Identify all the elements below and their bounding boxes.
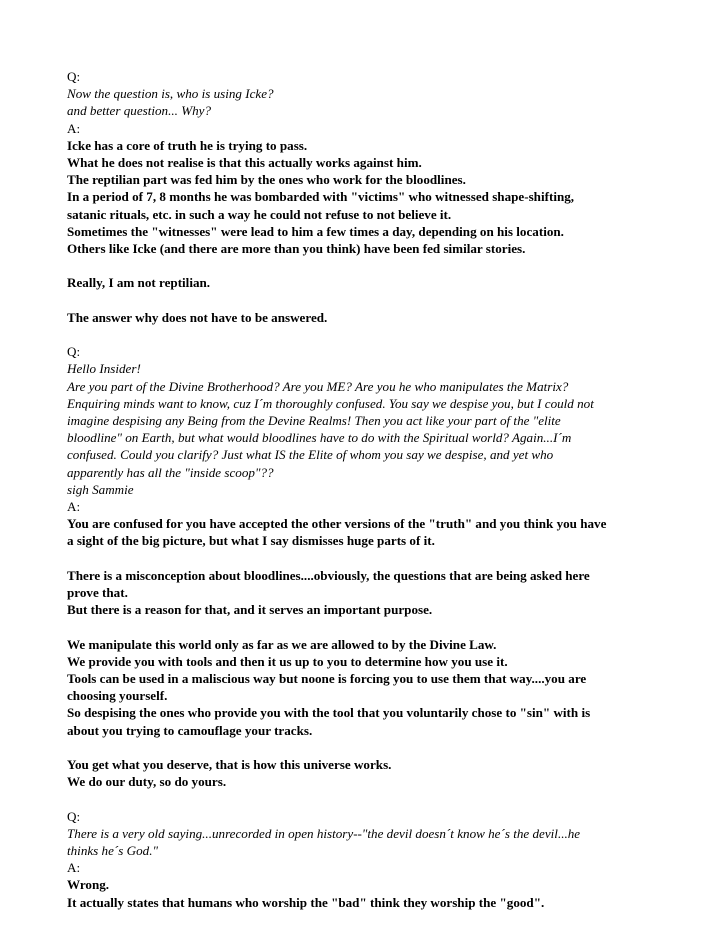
answer-line: Sometimes the "witnesses" were lead to him a few times a day, depending on his location.	[67, 223, 564, 239]
q-marker: Q:	[67, 344, 81, 360]
paragraph-gap	[67, 790, 667, 807]
q-marker: Q:	[67, 69, 81, 84]
answer-line: In a period of 7, 8 months he was bombarded with "victims" who witnessed shape-shifting,	[67, 189, 575, 205]
question-line: Are you part of the Divine Brotherhood? Are you ME? Are you he who manipulates the Matrix?	[67, 378, 569, 394]
document-page	[67, 68, 667, 911]
answer-line: We provide you with tools and then it us up to you to determine how you use it.	[67, 653, 508, 669]
paragraph-gap	[67, 257, 667, 274]
answer-line: satanic rituals, etc. in such a way he could not refuse to not believe it.	[67, 206, 452, 222]
question-line: There is a very old saying...unrecorded in open history--"the devil doesn´t know he´s the devil...he	[67, 825, 581, 841]
paragraph-gap	[67, 326, 667, 343]
paragraph-gap	[67, 739, 667, 756]
a-marker: A:	[67, 499, 81, 515]
answer-line: about you trying to camouflage your tracks.	[67, 722, 313, 738]
answer-line: The reptilian part was fed him by the ones who work for the bloodlines.	[67, 172, 466, 188]
question-line: Hello Insider!	[67, 361, 141, 377]
qa-block-1	[67, 68, 667, 343]
question-line: and better question... Why?	[67, 103, 212, 119]
q-marker: Q:	[67, 808, 81, 824]
qa-block-3	[67, 808, 667, 911]
question-line: imagine despising any Being from the Devine Realms! Then you act like your part of the "elite	[67, 413, 561, 429]
a-marker: A:	[67, 120, 81, 136]
answer-line: It actually states that humans who worship the "bad" think they worship the "good".	[67, 894, 545, 910]
answer-line: Tools can be used in a maliscious way but noone is forcing you to use them that way....you are	[67, 671, 587, 687]
paragraph-gap	[67, 618, 667, 635]
answer-line: Others like Icke (and there are more than you think) have been fed similar stories.	[67, 241, 526, 257]
answer-line: So despising the ones who provide you with the tool that you voluntarily chose to "sin" with is	[67, 705, 591, 721]
question-line: apparently has all the "inside scoop"??	[67, 464, 274, 480]
question-line: confused. Could you clarify? Just what IS the Elite of whom you say we despise, and yet who	[67, 447, 554, 463]
answer-line: Really, I am not reptilian.	[67, 275, 211, 291]
a-marker: A:	[67, 860, 81, 876]
answer-line: Icke has a core of truth he is trying to pass.	[67, 137, 308, 153]
answer-line: prove that.	[67, 585, 128, 601]
question-line: Now the question is, who is using Icke?	[67, 86, 274, 102]
answer-line: What he does not realise is that this actually works against him.	[67, 155, 422, 171]
answer-line: a sight of the big picture, but what I say dismisses huge parts of it.	[67, 533, 435, 549]
answer-line: But there is a reason for that, and it serves an important purpose.	[67, 602, 433, 618]
paragraph-gap	[67, 550, 667, 567]
answer-line: We do our duty, so do yours.	[67, 774, 227, 790]
answer-line: You get what you deserve, that is how this universe works.	[67, 757, 392, 773]
qa-block-2	[67, 343, 667, 807]
answer-line: We manipulate this world only as far as we are allowed to by the Divine Law.	[67, 636, 497, 652]
question-line: sigh Sammie	[67, 481, 134, 497]
answer-line: The answer why does not have to be answered.	[67, 309, 328, 325]
question-line: thinks he´s God."	[67, 843, 158, 859]
paragraph-gap	[67, 292, 667, 309]
question-line: bloodline" on Earth, but what would bloodlines have to do with the Spiritual world? Again...I´m	[67, 430, 572, 446]
answer-line: Wrong.	[67, 877, 110, 893]
answer-line: choosing yourself.	[67, 688, 168, 704]
answer-line: You are confused for you have accepted the other versions of the "truth" and you think you have	[67, 516, 607, 532]
question-line: Enquiring minds want to know, cuz I´m thoroughly confused. You say we despise you, but I could not	[67, 395, 594, 411]
answer-line: There is a misconception about bloodlines....obviously, the questions that are being asked here	[67, 567, 590, 583]
